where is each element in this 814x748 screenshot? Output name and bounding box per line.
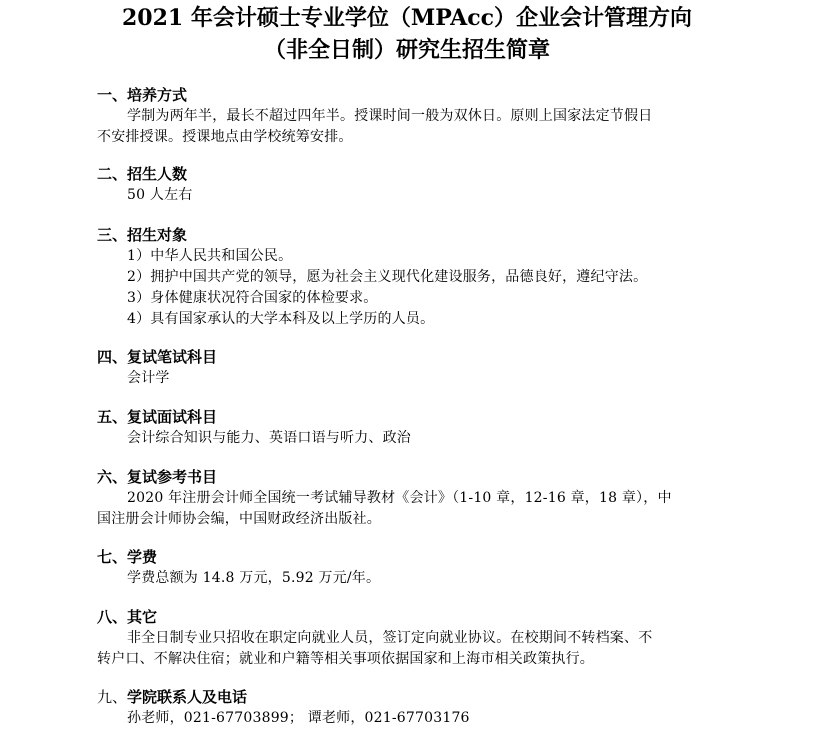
body-line: 转户口、不解决住宿；就业和户籍等相关事项依据国家和上海市相关政策执行。 [97, 651, 594, 667]
section-heading: 二、招生人数 [97, 165, 188, 183]
body-line: 非全日制专业只招收在职定向就业人员，签订定向就业协议。在校期间不转档案、不 [127, 630, 653, 646]
section-written-exam [97, 346, 722, 389]
section-enrollment-number [97, 163, 722, 206]
body-line: 学制为两年半，最长不超过四年半。授课时间一般为双休日。原则上国家法定节假日 [127, 108, 653, 124]
section-contacts [97, 686, 722, 729]
contact-line: 孙老师，021-67703899； 谭老师，021-67703176 [127, 710, 470, 726]
section-tuition [97, 546, 722, 589]
section-heading: 四、复试笔试科目 [97, 348, 218, 366]
body-line: 会计综合知识与能力、英语口语与听力、政治 [127, 430, 411, 446]
section-eligibility [97, 224, 722, 330]
section-interview-exam [97, 406, 722, 449]
section-heading: 六、复试参考书目 [97, 468, 218, 486]
section-reference-books [97, 466, 722, 530]
body-line: 2020 年注册会计师全国统一考试辅导教材《会计》（1-10 章，12-16 章，18 章），中 [127, 490, 672, 506]
section-heading: 八、其它 [97, 608, 158, 626]
document-title-line-1: 2021 年会计硕士专业学位（MPAcc）企业会计管理方向 [121, 5, 693, 31]
section-heading: 一、培养方式 [97, 86, 188, 104]
list-item: 3）身体健康状况符合国家的体检要求。 [127, 290, 378, 306]
list-item: 1）中华人民共和国公民。 [127, 248, 293, 264]
section-training-mode [97, 84, 722, 148]
section-heading: 三、招生对象 [97, 226, 188, 244]
section-heading: 五、复试面试科目 [97, 408, 218, 426]
body-line: 不安排授课。授课地点由学校统筹安排。 [97, 129, 353, 145]
body-line: 学费总额为 14.8 万元，5.92 万元/年。 [127, 570, 381, 586]
section-other [97, 606, 722, 670]
list-item: 2）拥护中国共产党的领导，愿为社会主义现代化建设服务，品德良好，遵纪守法。 [127, 269, 648, 285]
body-line: 50 人左右 [127, 187, 193, 203]
section-heading: 七、学费 [97, 548, 158, 566]
document-title-line-2: （非全日制）研究生招生简章 [263, 37, 550, 63]
list-item: 4）具有国家承认的大学本科及以上学历的人员。 [127, 311, 435, 327]
section-heading: 九、学院联系人及电话 [97, 688, 248, 706]
body-line: 国注册会计师协会编，中国财政经济出版社。 [97, 511, 381, 527]
body-line: 会计学 [127, 370, 170, 386]
